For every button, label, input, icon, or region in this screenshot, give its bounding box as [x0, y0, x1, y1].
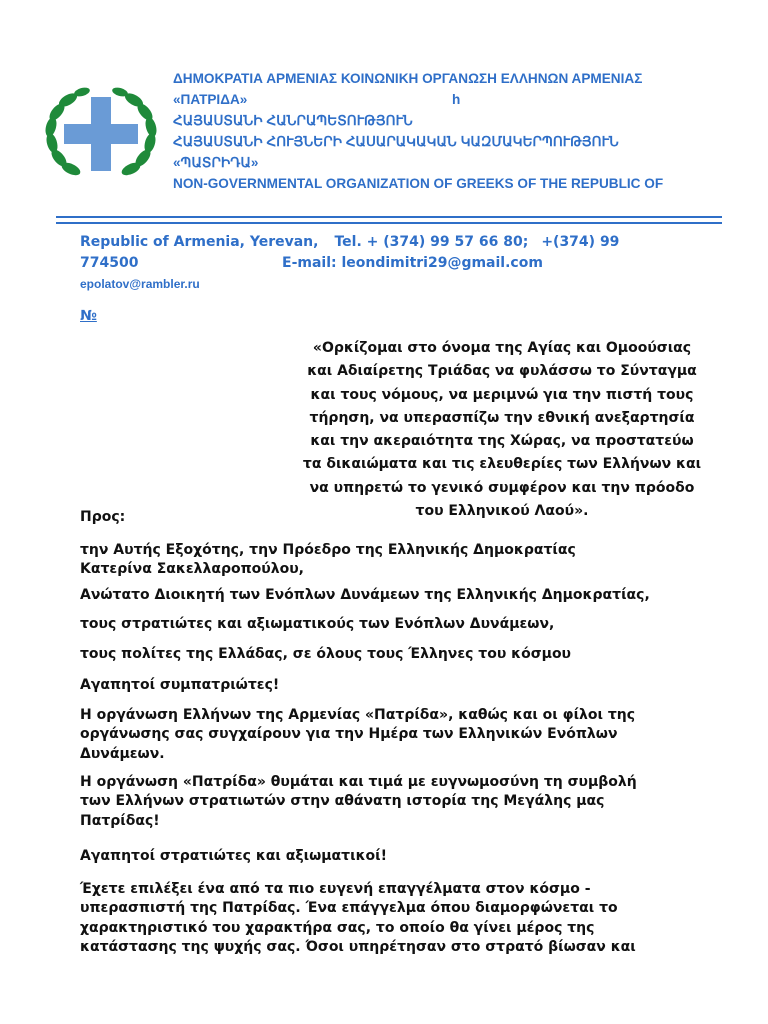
paragraph-line: Δυνάμεων. — [80, 745, 165, 762]
oath-line: και τους νόμους, να μεριμνώ για την πιστή τους — [310, 386, 694, 403]
header-line: ΔΗΜΟΚΡΑΤΙΑ ΑΡΜΕΝΙΑΣ ΚΟΙΝΩΝΙΚΗ ΟΡΓΑΝΩΣΗ ΕΛΛΗΝΩΝ ΑΡΜΕΝΙΑΣ — [173, 71, 643, 86]
oath-quote — [262, 337, 742, 523]
divider-line — [56, 222, 722, 224]
paragraph-line: των Ελλήνων στρατιωτών στην αθάνατη ιστορία της Μεγάλης μας — [80, 793, 605, 810]
greeting: Αγαπητοί συμπατριώτες! — [80, 677, 280, 693]
addressee-soldiers: τους στρατιώτες και αξιωματικούς των Ενόπλων Δυνάμεων, — [80, 616, 555, 632]
header-line: «ՊԱՏՐԻԴԱ» — [173, 155, 259, 170]
telephone2-text: +(374) 99 — [541, 234, 620, 250]
oath-line: να υπηρετώ το γενικό συμφέρον και την πρόοδο — [309, 479, 695, 496]
contact-line-1 — [80, 234, 619, 250]
paragraph-line: Η οργάνωση «Πατρίδα» θυμάται και τιμά με ευγνωμοσύνη τη συμβολή — [80, 774, 637, 790]
paragraph-line: χαρακτηριστικό του χαρακτήρα σας, το οποίο θα γίνει μέρος της — [80, 919, 595, 936]
paragraph-line: Πατρίδας! — [80, 812, 160, 829]
to-label: Προς: — [80, 509, 126, 525]
paragraph-line: Έχετε επιλέξει ένα από τα πιο ευγενή επαγγέλματα στον κόσμο - — [80, 881, 591, 897]
header-line: ՀԱՅԱՍՏԱՆԻ ՀԱՆՐԱՊԵՏՈՒԹՅՈՒՆ — [173, 113, 413, 128]
contact-line-2 — [80, 255, 543, 271]
paragraph-line: υπερασπιστή της Πατρίδας. Ένα επάγγελμα όπου διαμορφώνεται το — [80, 900, 618, 917]
paragraph-3 — [80, 880, 636, 957]
divider-line — [56, 216, 722, 218]
oath-line: του Ελληνικού Λαού». — [415, 503, 589, 520]
header-line: NON-GOVERNMENTAL ORGANIZATION OF GREEKS OF THE REPUBLIC OF — [173, 176, 664, 191]
telephone2-continued: 774500 — [80, 255, 139, 271]
oath-line: και την ακεραιότητα της Χώρας, να προστατεύω — [310, 433, 694, 450]
header-line: ՀԱՅԱՍՏԱՆԻ ՀՈՒՅՆԵՐԻ ՀԱՍԱՐԱԿԱԿԱՆ ԿԱԶՄԱԿԵՐՊՈՒԹՅՈՒՆ — [173, 134, 619, 149]
telephone-text: Tel. + (374) 99 57 66 80; — [334, 234, 529, 250]
paragraph-line: κατάστασης της ψυχής σας. Όσοι υπηρέτησαν στο στρατό βίωσαν και — [80, 938, 636, 955]
document-number-sign: № — [80, 308, 97, 324]
location-text: Republic of Armenia, Yerevan, — [80, 234, 319, 250]
header-line: «ΠΑΤΡΙΔΑ» — [173, 92, 248, 107]
organization-header — [173, 68, 753, 194]
greek-emblem-logo — [44, 82, 158, 182]
addressee-citizens: τους πολίτες της Ελλάδας, σε όλους τους Έλληνες του κόσμου — [80, 646, 572, 662]
header-stray-char: h — [452, 92, 461, 107]
oath-line: «Ορκίζομαι στο όνομα της Αγίας και Ομοούσιας — [312, 340, 692, 356]
email2-text: epolatov@rambler.ru — [80, 277, 200, 291]
oath-line: τα δικαιώματα και τις ελευθερίες των Ελλήνων και — [302, 456, 702, 473]
paragraph-line: Η οργάνωση Ελλήνων της Αρμενίας «Πατρίδα», καθώς και οι φίλοι της — [80, 707, 636, 723]
paragraph-2 — [80, 773, 637, 831]
addressee-line: την Αυτής Εξοχότης, την Πρόεδρο της Ελληνικής Δημοκρατίας — [80, 542, 576, 558]
oath-line: τήρηση, να υπερασπίζω την εθνική ανεξαρτησία — [309, 409, 695, 426]
addressee-president — [80, 541, 576, 580]
email-text: E-mail: leondimitri29@gmail.com — [282, 255, 543, 271]
greeting-2: Αγαπητοί στρατιώτες και αξιωματικοί! — [80, 848, 387, 864]
paragraph-1 — [80, 706, 635, 764]
addressee-commander: Ανώτατο Διοικητή των Ενόπλων Δυνάμεων της Ελληνικής Δημοκρατίας, — [80, 587, 650, 603]
paragraph-line: οργάνωσης σας συγχαίρουν για την Ημέρα των Ελληνικών Ενόπλων — [80, 726, 618, 743]
addressee-line: Κατερίνα Σακελλαροπούλου, — [80, 561, 304, 578]
cross-icon — [64, 97, 138, 171]
oath-line: και Αδιαίρετης Τριάδας να φυλάσσω το Σύνταγμα — [307, 363, 697, 380]
